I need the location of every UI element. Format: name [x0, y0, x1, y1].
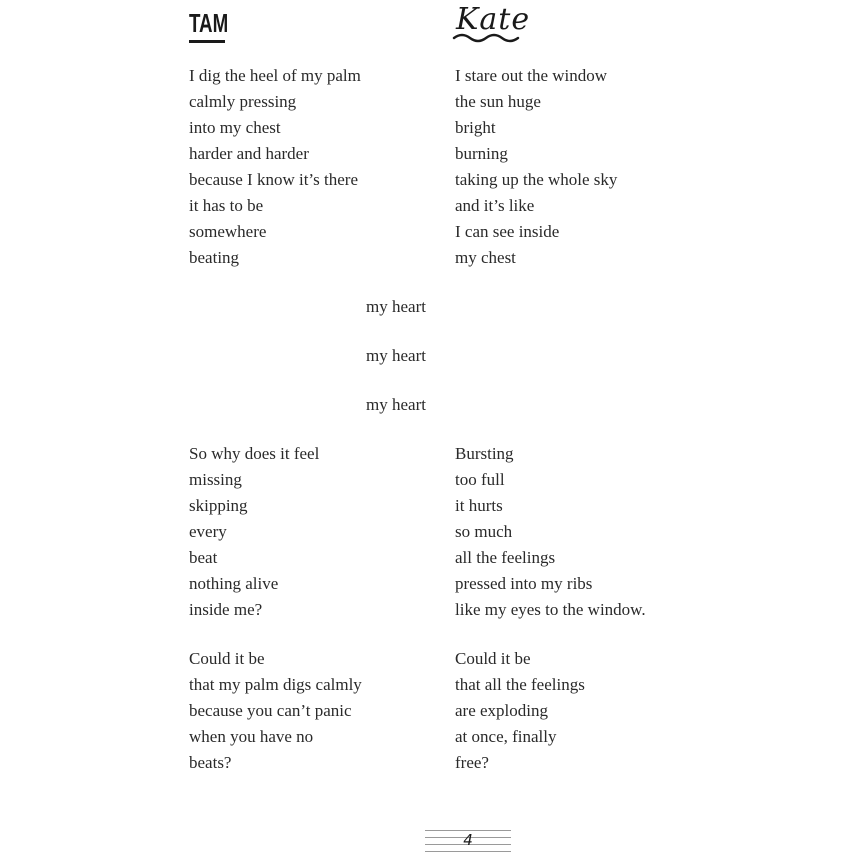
poem-line: taking up the whole sky — [455, 170, 618, 189]
poem-line: and it’s like — [455, 196, 535, 215]
poem-line: I can see inside — [455, 222, 560, 241]
poem-line: burning — [455, 144, 508, 163]
poem-line: Bursting — [455, 444, 514, 463]
poem-line: are exploding — [455, 701, 548, 720]
poem-line: free? — [455, 753, 489, 772]
poem-line: all the feelings — [455, 548, 556, 567]
poem-line: because I know it’s there — [189, 170, 358, 189]
kate-stanza-3 — [455, 646, 585, 776]
poem-line: pressed into my ribs — [455, 574, 593, 593]
poem-line: every — [189, 522, 227, 541]
poem-line: bright — [455, 118, 496, 137]
poem-line: that my palm digs calmly — [189, 675, 362, 694]
poem-line: Could it be — [455, 649, 531, 668]
poem-line: because you can’t panic — [189, 701, 352, 720]
poem-line: calmly pressing — [189, 92, 297, 111]
poem-line: when you have no — [189, 727, 314, 746]
kate-stanza-1 — [455, 63, 617, 271]
poem-line: into my chest — [189, 118, 281, 137]
poem-line: inside me? — [189, 600, 263, 619]
kate-heading: Kate — [456, 2, 531, 37]
poem-line: my chest — [455, 248, 516, 267]
poem-line: I dig the heel of my palm — [189, 66, 361, 85]
poem-line: that all the feelings — [455, 675, 585, 694]
poem-line: so much — [455, 522, 513, 541]
page-number: 4 — [463, 831, 473, 849]
poem-line: too full — [455, 470, 505, 489]
center-line: my heart — [366, 395, 426, 414]
poem-line: I stare out the window — [455, 66, 608, 85]
poem-line: at once, finally — [455, 727, 557, 746]
tam-stanza-3 — [189, 646, 362, 776]
poem-line: skipping — [189, 496, 248, 515]
footer-rule — [425, 851, 511, 852]
tam-heading: TAM — [189, 8, 229, 38]
poem-line: nothing alive — [189, 574, 279, 593]
page-footer — [425, 828, 511, 854]
poem-line: the sun huge — [455, 92, 541, 111]
kate-stanza-2 — [455, 441, 646, 623]
kate-wave-underline — [452, 32, 524, 44]
poem-line: it hurts — [455, 496, 503, 515]
poem-line: it has to be — [189, 196, 264, 215]
poem-line: Could it be — [189, 649, 265, 668]
poem-line: like my eyes to the window. — [455, 600, 646, 619]
poem-line: beats? — [189, 753, 232, 772]
poem-line: So why does it feel — [189, 444, 320, 463]
poem-line: harder and harder — [189, 144, 309, 163]
poem-line: beat — [189, 548, 218, 567]
poem-line: missing — [189, 470, 242, 489]
tam-stanza-1 — [189, 63, 361, 271]
tam-underline — [189, 40, 225, 43]
center-line: my heart — [366, 346, 426, 365]
poem-line: beating — [189, 248, 240, 267]
poem-line: somewhere — [189, 222, 267, 241]
center-line: my heart — [366, 297, 426, 316]
tam-stanza-2 — [189, 441, 319, 623]
